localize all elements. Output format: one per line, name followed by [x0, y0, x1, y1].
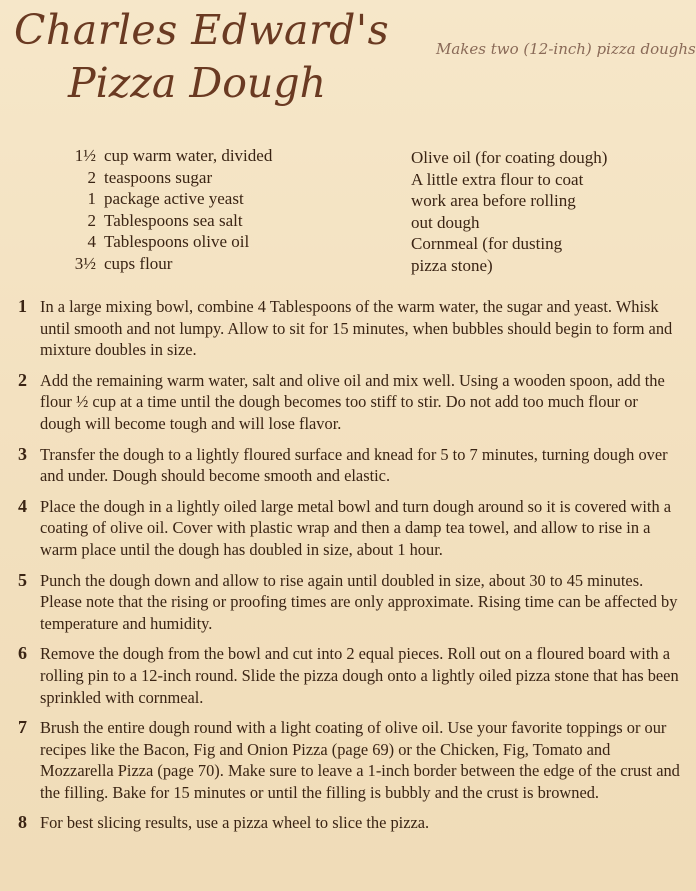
recipe-title	[14, 6, 390, 107]
instruction-step	[18, 812, 686, 834]
step-number: 8	[18, 812, 27, 833]
ingredient-quantity: 1	[87, 189, 96, 209]
ingredient-row	[60, 145, 272, 167]
ingredient-name: teaspoons sugar	[104, 167, 213, 187]
recipe-title-line-2: Pizza Dough	[68, 59, 326, 107]
step-text: Remove the dough from the bowl and cut into 2 equal pieces. Roll out on a floured board with a rolling pin to a 12-inch round. Slide the pizza dough onto a lightly oiled pizza stone that has been sprinkled with cornmeal.	[40, 644, 679, 707]
ingredient-quantity: 2	[87, 210, 96, 230]
step-text: Brush the entire dough round with a light coating of olive oil. Use your favorite toppings or our recipes like the Bacon, Fig and Onion Pizza (page 69) or the Chicken, Fig, Tomato and Mozzarella Pizza (page 70). Make sure to leave a 1-inch border between the edge of the crust and the filling. Bake for 15 minutes or until the filling is bubbly and the crust is browned.	[40, 718, 680, 802]
step-number: 7	[18, 717, 27, 738]
extra-ingredient-line: out dough	[411, 212, 480, 232]
ingredient-row	[60, 253, 272, 275]
step-number: 4	[18, 495, 27, 516]
step-number: 3	[18, 443, 27, 464]
instruction-step	[18, 570, 686, 635]
extra-ingredient-line: Cornmeal (for dusting	[411, 234, 563, 254]
step-text: In a large mixing bowl, combine 4 Tablespoons of the warm water, the sugar and yeast. Whisk until smooth and not lumpy. Allow to sit for 15 minutes, when bubbles should begin to form and mixture doubles in size.	[40, 297, 673, 360]
extra-ingredient-line: Olive oil (for coating dough)	[411, 148, 608, 167]
ingredient-row	[60, 231, 272, 253]
instruction-step	[18, 370, 686, 435]
ingredient-quantity: 2	[87, 167, 96, 187]
extra-ingredient-line: A little extra flour to coat	[411, 169, 584, 189]
step-number: 6	[18, 643, 27, 664]
instruction-step	[18, 643, 686, 708]
step-number: 2	[18, 369, 27, 390]
ingredient-name: cup warm water, divided	[104, 146, 273, 165]
ingredient-list	[60, 145, 272, 275]
ingredient-name: cups flour	[104, 253, 173, 273]
step-text: Place the dough in a lightly oiled large metal bowl and turn dough around so it is covered with a coating of olive oil. Cover with plastic wrap and then a damp tea towel, and allow to rise in a warm place until the dough has doubled in size, about 1 hour.	[40, 496, 672, 559]
ingredient-row	[60, 167, 272, 189]
step-text: Add the remaining warm water, salt and olive oil and mix well. Using a wooden spoon, add the flour ½ cup at a time until the dough becomes too stiff to stir. Do not add too much flour or dough will become tough and will lose flavor.	[40, 370, 665, 433]
ingredient-row	[60, 210, 272, 232]
ingredient-row	[60, 188, 272, 210]
step-text: Punch the dough down and allow to rise again until doubled in size, about 30 to 45 minutes. Please note that the rising or proofing times are only approximate. Rising time can be affected by temperature and humidity.	[40, 570, 678, 633]
instruction-step	[18, 717, 686, 803]
ingredient-quantity: 1½	[74, 146, 96, 165]
step-number: 1	[18, 296, 27, 316]
step-text: For best slicing results, use a pizza wheel to slice the pizza.	[40, 813, 430, 833]
instruction-steps	[18, 296, 686, 843]
extra-ingredient-line: work area before rolling	[411, 191, 576, 211]
recipe-yield: Makes two (12-inch) pizza doughs	[436, 40, 696, 58]
ingredient-quantity: 3½	[74, 253, 96, 273]
ingredient-name: package active yeast	[104, 189, 244, 209]
instruction-step	[18, 444, 686, 487]
recipe-title-line-1: Charles Edward's	[14, 6, 390, 54]
step-text: Transfer the dough to a lightly floured surface and knead for 5 to 7 minutes, turning dough over and under. Dough should become smooth and elastic.	[40, 444, 668, 486]
instruction-step	[18, 296, 686, 361]
ingredient-name: Tablespoons olive oil	[104, 232, 250, 252]
ingredient-quantity: 4	[87, 232, 96, 252]
instruction-step	[18, 496, 686, 561]
ingredient-name: Tablespoons sea salt	[104, 210, 243, 230]
extra-ingredient-list	[411, 147, 607, 277]
extra-ingredient-line: pizza stone)	[411, 255, 493, 275]
step-number: 5	[18, 569, 27, 590]
